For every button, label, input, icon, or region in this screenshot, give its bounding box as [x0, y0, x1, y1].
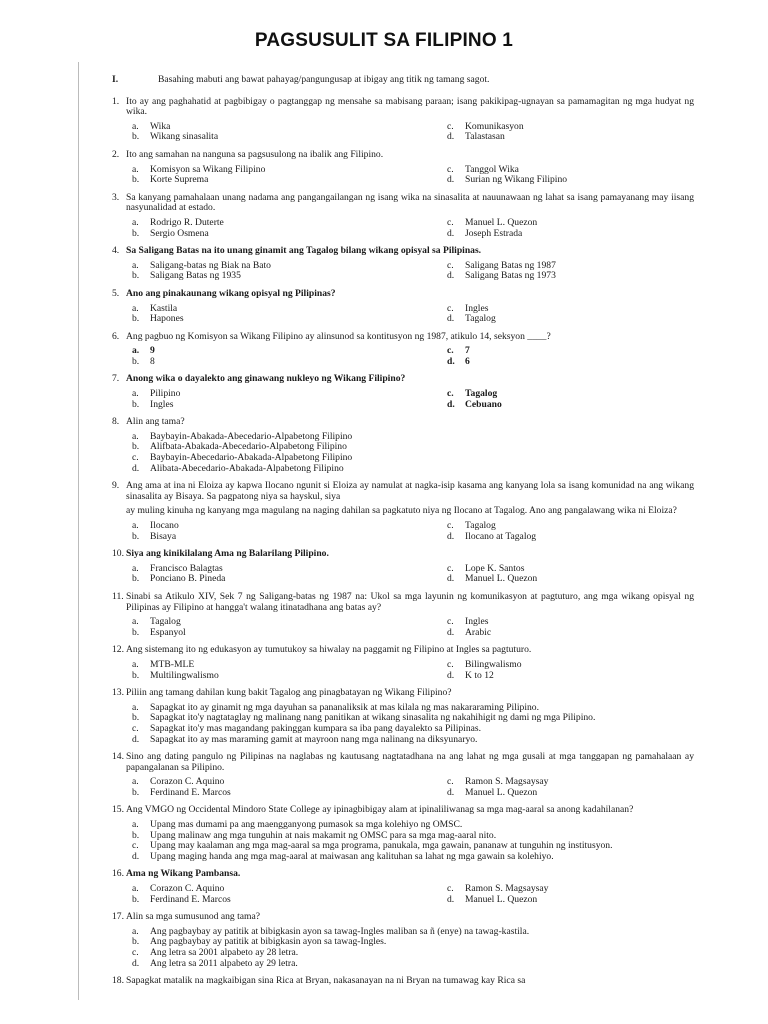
option-text: Tagalog	[465, 388, 498, 400]
question	[112, 805, 694, 862]
option-text: Upang may kaalaman ang mga mag-aaral sa mga programa, panukala, mga gawain, pananaw at tunguhin ng institusyon.	[150, 840, 613, 852]
option-text: Manuel L. Quezon	[465, 216, 538, 228]
option-letter: b.	[132, 530, 140, 542]
answer-option	[132, 218, 447, 229]
option-text: Upang malinaw ang mga tunguhin at nais makamit ng OMSC para sa mga mag-aaral nito.	[150, 829, 497, 841]
question-stem	[112, 805, 694, 816]
question-number: 13.	[112, 687, 124, 699]
option-letter: a.	[132, 776, 139, 788]
answer-option	[447, 628, 694, 639]
option-letter: c.	[447, 120, 454, 132]
option-letter: d.	[132, 850, 140, 862]
question-stem	[112, 912, 694, 923]
question-text: Siya ang kinikilalang Ama ng Balarilang Pilipino.	[126, 548, 329, 560]
option-letter: a.	[132, 430, 139, 442]
option-letter: a.	[132, 302, 139, 314]
answer-option	[447, 532, 694, 543]
question	[112, 645, 694, 681]
option-text: Ang pagbaybay ay patitik at bibigkasin ayon sa tawag-Ingles.	[150, 936, 387, 948]
answer-option	[132, 532, 447, 543]
option-text: Espanyol	[150, 626, 186, 638]
question-stem	[112, 246, 694, 257]
question-number: 2.	[112, 148, 120, 160]
option-text: Pilipino	[150, 388, 181, 400]
option-letter: a.	[132, 701, 139, 713]
question-text: Sa kanyang pamahalaan unang nadama ang pangangailangan ng isang wika na sinasalita at nauunawaan ng lahat sa isang pamayanang may iisang nasyunalidad at estado.	[126, 191, 694, 214]
option-text: Wikang sinasalita	[150, 131, 219, 143]
question-number: 17.	[112, 911, 124, 923]
question-text: Ito ay ang paghahatid at pagbibigay o pagtanggap ng mensahe sa mabisang paraan; isang pakikipag-ugnayan sa pamamagitan ng mga hudyat ng wika.	[126, 95, 694, 118]
question	[112, 976, 694, 987]
answer-option	[132, 574, 447, 585]
question-number: 18.	[112, 975, 124, 987]
option-text: Upang maging handa ang mga mag-aaral at maiwasan ang kalituhan sa lahat ng mga gawain sa kolehiyo.	[150, 850, 554, 862]
option-text: Sapagkat ito ay mas maraming gamit at mayroon nang mga nalinang na diksyunaryo.	[150, 733, 478, 745]
option-letter: c.	[132, 840, 139, 852]
option-letter: a.	[132, 616, 139, 628]
answer-option	[447, 346, 694, 357]
options	[132, 165, 694, 186]
option-text: Corazon C. Aquino	[150, 883, 225, 895]
option-letter: a.	[132, 120, 139, 132]
options	[132, 261, 694, 282]
question-number: 15.	[112, 804, 124, 816]
option-letter: b.	[132, 626, 140, 638]
answer-option	[132, 628, 447, 639]
answer-option	[447, 400, 694, 411]
question-text: Ang ama at ina ni Eloiza ay kapwa Ilocano ngunit si Eloiza ay namulat at nagka-isip kasama ang kanyang lola sa isang komunidad na ang wikang sinasalita ay Bisaya. Sa pagpatong niya sa hayskul, siya	[126, 480, 694, 502]
option-letter: a.	[132, 345, 140, 357]
option-letter: c.	[447, 883, 454, 895]
question-text: Sa Saligang Batas na ito unang ginamit ang Tagalog bilang wikang opisyal sa Pilipinas.	[126, 245, 482, 257]
option-text: 9	[150, 345, 155, 357]
question-text-continued: ay muling kinuha ng kanyang mga magulang na naging dahilan sa pagkatuto niya ng Ilocano at Tagalog. Ano ang pangalawang wika ni Eloiza?	[126, 505, 677, 517]
option-text: Ang letra sa 2001 alpabeto ay 28 letra.	[150, 947, 299, 958]
question	[112, 374, 694, 410]
option-text: Kastila	[150, 302, 178, 314]
question	[112, 193, 694, 239]
question-number: 4.	[112, 245, 120, 257]
option-text: Tagalog	[465, 313, 496, 325]
option-letter: a.	[132, 163, 139, 175]
question	[112, 417, 694, 474]
option-text: K to 12	[465, 669, 494, 681]
page-title: PAGSUSULIT SA FILIPINO 1	[254, 30, 514, 51]
option-text: Komisyon sa Wikang Filipino	[150, 163, 266, 175]
option-text: Saligang Batas ng 1973	[465, 270, 556, 282]
option-letter: a.	[132, 819, 139, 831]
option-text: Ferdinand E. Marcos	[150, 786, 231, 798]
option-text: Ingles	[465, 616, 489, 628]
option-letter: b.	[132, 174, 140, 186]
option-letter: b.	[132, 829, 140, 841]
option-text: Ingles	[465, 302, 489, 314]
question-stem	[112, 688, 694, 699]
question-text: Sino ang dating pangulo ng Pilipinas na naglabas ng kautusang nagtatadhana na ang lahat ng mga gusali at mga tanggapan ng pamahalaan ay papangalanan sa Pilipino.	[126, 751, 694, 773]
option-letter: c.	[132, 947, 139, 958]
option-text: Ingles	[150, 398, 174, 410]
answer-option	[132, 660, 447, 671]
question-stem	[112, 752, 694, 773]
question	[112, 289, 694, 325]
question-text: Anong wika o dayalekto ang ginawang nukleyo ng Wikang Filipino?	[126, 373, 406, 385]
option-text: Talastasan	[465, 131, 505, 143]
option-text: Rodrigo R. Duterte	[150, 216, 224, 228]
answer-option	[132, 314, 447, 325]
option-text: Baybayin-Abecedario-Abakada-Alpabetong Filipino	[150, 452, 353, 464]
option-text: MTB-MLE	[150, 658, 195, 670]
question-stem	[112, 592, 694, 613]
question-stem	[112, 417, 694, 428]
question-number: 7.	[112, 373, 120, 385]
option-letter: a.	[132, 658, 139, 670]
option-text: Corazon C. Aquino	[150, 776, 225, 788]
option-letter: d.	[132, 733, 140, 745]
option-letter: b.	[132, 573, 140, 585]
question-text: Piliin ang tamang dahilan kung bakit Tagalog ang pinagbatayan ng Wikang Filipino?	[126, 687, 452, 699]
options	[132, 218, 694, 239]
option-letter: c.	[447, 776, 454, 788]
option-text: Komunikasyon	[465, 120, 524, 132]
option-text: Ramon S. Magsaysay	[465, 776, 549, 788]
question-number: 9.	[112, 480, 120, 492]
options	[132, 521, 694, 542]
option-letter: a.	[132, 520, 139, 531]
question-stem	[112, 374, 694, 385]
answer-option	[447, 175, 694, 186]
exam-content	[112, 75, 694, 994]
instruction-number: I.	[112, 74, 119, 85]
question-text: Ano ang pinakaunang wikang opisyal ng Pilipinas?	[126, 287, 336, 299]
options	[132, 617, 694, 638]
answer-option	[447, 895, 694, 906]
answer-option	[132, 229, 447, 240]
option-text: Ang pagbaybay ay patitik at bibigkasin ayon sa tawag-Ingles maliban sa ñ (enye) na tawag-kastila.	[150, 925, 530, 937]
option-letter: c.	[447, 345, 454, 357]
option-letter: b.	[132, 786, 140, 798]
option-text: Manuel L. Quezon	[465, 786, 538, 798]
option-letter: a.	[132, 883, 139, 895]
answer-option	[447, 660, 694, 671]
question-number: 14.	[112, 751, 124, 763]
option-text: Saligang-batas ng Biak na Bato	[150, 259, 271, 271]
option-text: Saligang Batas ng 1987	[465, 259, 556, 271]
option-text: Ponciano B. Pineda	[150, 573, 226, 585]
answer-option	[132, 346, 447, 357]
question-number: 10.	[112, 548, 124, 560]
option-letter: c.	[447, 388, 454, 400]
question	[112, 549, 694, 585]
question-text: Alin sa mga sumusunod ang tama?	[126, 911, 261, 923]
option-text: 8	[150, 355, 155, 367]
option-letter: b.	[132, 227, 140, 239]
answer-option	[132, 400, 447, 411]
option-letter: d.	[447, 573, 455, 585]
option-text: Multilingwalismo	[150, 669, 219, 681]
question-text: Alin ang tama?	[126, 416, 185, 428]
option-letter: a.	[132, 259, 139, 271]
option-text: Sapagkat ito'y mas magandang pakinggan kumpara sa iba pang dayalekto sa Pilipinas.	[150, 722, 482, 734]
answer-option	[132, 357, 447, 368]
options	[132, 927, 694, 969]
question-stem	[112, 549, 694, 560]
options	[132, 660, 694, 681]
option-letter: d.	[447, 174, 455, 186]
option-text: Baybayin-Abakada-Abecedario-Alpabetong Filipino	[150, 430, 353, 442]
option-letter: a.	[132, 562, 139, 574]
answer-option	[132, 948, 694, 959]
options	[132, 389, 694, 410]
options	[132, 346, 694, 367]
option-letter: b.	[132, 313, 140, 325]
option-text: Surian ng Wikang Filipino	[465, 174, 568, 186]
question-text: Ang VMGO ng Occidental Mindoro State College ay ipinagbibigay alam at ipinaliliwanag sa mga mag-aaral sa anong kadahilanan?	[126, 804, 634, 816]
question-text: Ang sistemang ito ng edukasyon ay tumutukoy sa hiwalay na paggamit ng Filipino at Ingles sa pagtuturo.	[126, 644, 532, 656]
answer-option	[132, 132, 447, 143]
option-letter: d.	[447, 270, 455, 282]
option-text: Ferdinand E. Marcos	[150, 893, 231, 905]
question-number: 11.	[112, 590, 124, 602]
option-text: Francisco Balagtas	[150, 562, 223, 574]
options	[132, 884, 694, 905]
answer-option	[447, 314, 694, 325]
option-text: Sapagkat ito'y nagtataglay ng malinang nang panitikan at wikang sinasalita ng nakahihigit ng dami ng mga Pilipino.	[150, 712, 596, 724]
option-letter: c.	[447, 616, 454, 628]
option-text: Joseph Estrada	[465, 227, 523, 239]
options	[132, 777, 694, 798]
option-text: Ilocano	[150, 520, 179, 531]
option-letter: c.	[447, 658, 454, 670]
option-letter: a.	[132, 388, 139, 400]
question-number: 5.	[112, 287, 120, 299]
options	[132, 432, 694, 474]
question	[112, 481, 694, 542]
option-text: Alibata-Abecedario-Abakada-Alpabetong Filipino	[150, 462, 344, 474]
option-letter: c.	[447, 562, 454, 574]
option-text: Sapagkat ito ay ginamit ng mga dayuhan sa pananaliksik at mas kilala ng mas nakararaming Pilipino.	[150, 701, 539, 713]
option-letter: b.	[132, 131, 140, 143]
options	[132, 304, 694, 325]
option-letter: d.	[447, 355, 455, 367]
question-number: 16.	[112, 868, 124, 880]
option-text: Manuel L. Quezon	[465, 893, 538, 905]
question-stem	[112, 289, 694, 300]
option-text: Korte Suprema	[150, 174, 209, 186]
answer-option	[447, 132, 694, 143]
question-text: Ama ng Wikang Pambansa.	[126, 868, 241, 880]
option-text: Hapones	[150, 313, 184, 325]
option-letter: d.	[132, 957, 140, 969]
option-text: 6	[465, 355, 470, 367]
question-text: Sinabi sa Atikulo XIV, Sek 7 ng Saligang-batas ng 1987 na: Ukol sa mga layunin ng komunikasyon at pagtuturo, ang mga wikang opisyal ng Pilipinas ay Filipino at hangga't walang itinatadhana ang batas ay?	[126, 590, 694, 613]
answer-option	[132, 175, 447, 186]
question-stem	[112, 332, 694, 343]
option-letter: c.	[447, 216, 454, 228]
answer-option	[447, 229, 694, 240]
option-letter: b.	[132, 712, 140, 724]
option-letter: d.	[447, 626, 455, 638]
option-text: Lope K. Santos	[465, 562, 525, 574]
answer-option	[447, 271, 694, 282]
margin-rule	[78, 62, 79, 1000]
option-letter: b.	[132, 355, 140, 367]
options	[132, 564, 694, 585]
question-number: 1.	[112, 95, 120, 107]
option-letter: b.	[132, 270, 140, 282]
options	[132, 703, 694, 745]
option-letter: d.	[447, 313, 455, 325]
option-letter: d.	[447, 530, 455, 542]
option-letter: d.	[447, 227, 455, 239]
option-text: Manuel L. Quezon	[465, 573, 538, 585]
answer-option	[132, 788, 447, 799]
option-text: Upang mas dumami pa ang maengganyong pumasok sa mga kolehiyo ng OMSC.	[150, 819, 463, 831]
answer-option	[132, 724, 694, 735]
option-letter: d.	[447, 669, 455, 681]
option-letter: b.	[132, 936, 140, 948]
question-stem	[112, 97, 694, 118]
option-letter: c.	[447, 259, 454, 271]
instruction-text: Basahing mabuti ang bawat pahayag/pangungusap at ibigay ang titik ng tamang sagot.	[158, 74, 490, 85]
question-stem	[112, 976, 694, 987]
option-text: Saligang Batas ng 1935	[150, 270, 241, 282]
option-letter: d.	[447, 131, 455, 143]
option-letter: d.	[447, 893, 455, 905]
answer-option	[132, 464, 694, 475]
question-stem	[112, 150, 694, 161]
answer-option	[132, 735, 694, 746]
option-text: Tagalog	[150, 616, 181, 628]
option-text: Arabic	[465, 626, 492, 638]
question-list	[112, 97, 694, 987]
option-letter: c.	[132, 722, 139, 734]
option-letter: c.	[132, 452, 139, 464]
answer-option	[447, 218, 694, 229]
answer-option	[132, 959, 694, 970]
answer-option	[132, 389, 447, 400]
question	[112, 332, 694, 368]
answer-option	[447, 788, 694, 799]
answer-option	[132, 271, 447, 282]
option-letter: b.	[132, 893, 140, 905]
option-letter: b.	[132, 441, 140, 453]
question-text: Ito ang samahan na nanguna sa pagsusulong na ibalik ang Filipino.	[126, 148, 384, 160]
option-text: Bisaya	[150, 530, 177, 542]
option-letter: d.	[447, 398, 455, 410]
question	[112, 592, 694, 638]
question-number: 3.	[112, 191, 120, 203]
question	[112, 869, 694, 905]
option-letter: a.	[132, 216, 139, 228]
option-text: Cebuano	[465, 398, 502, 410]
question-stem	[112, 869, 694, 880]
question	[112, 150, 694, 186]
question-stem	[112, 193, 694, 214]
option-text: 7	[465, 345, 470, 357]
answer-option	[132, 671, 447, 682]
option-letter: b.	[132, 669, 140, 681]
instruction	[112, 75, 694, 86]
option-text: Wika	[150, 120, 171, 132]
answer-option	[447, 521, 694, 532]
question-stem	[112, 481, 694, 502]
question-text: Ang pagbuo ng Komisyon sa Wikang Filipino ay alinsunod sa kontitusyon ng 1987, atikulo 14, seksyon ____?	[126, 330, 551, 342]
question	[112, 688, 694, 745]
option-text: Tagalog	[465, 520, 496, 531]
option-text: Sergio Osmena	[150, 227, 209, 239]
answer-option	[132, 521, 447, 532]
option-letter: c.	[447, 302, 454, 314]
question-stem	[112, 645, 694, 656]
option-letter: c.	[447, 520, 454, 531]
answer-option	[447, 357, 694, 368]
option-letter: d.	[132, 462, 140, 474]
answer-option	[132, 852, 694, 863]
question	[112, 912, 694, 969]
question-number: 6.	[112, 330, 120, 342]
answer-option	[447, 574, 694, 585]
question	[112, 246, 694, 282]
option-text: Alifbata-Abakada-Abecedario-Alpabetong Filipino	[150, 441, 347, 453]
option-text: Ang letra sa 2011 alpabeto ay 29 letra.	[150, 957, 298, 969]
option-text: Bilingwalismo	[465, 658, 522, 670]
option-text: Tanggol Wika	[465, 163, 519, 175]
question-text: Sapagkat matalik na magkaibigan sina Rica at Bryan, nakasanayan na ni Bryan na tumawag kay Rica sa	[126, 975, 526, 987]
option-letter: a.	[132, 925, 139, 937]
options	[132, 820, 694, 862]
option-text: Ramon S. Magsaysay	[465, 883, 549, 895]
question-number: 8.	[112, 416, 120, 428]
option-letter: d.	[447, 786, 455, 798]
question-number: 12.	[112, 644, 124, 656]
option-text: Ilocano at Tagalog	[465, 530, 537, 542]
options	[132, 122, 694, 143]
answer-option	[132, 895, 447, 906]
option-letter: b.	[132, 398, 140, 410]
question	[112, 97, 694, 143]
question	[112, 752, 694, 798]
option-letter: c.	[447, 163, 454, 175]
answer-option	[447, 671, 694, 682]
